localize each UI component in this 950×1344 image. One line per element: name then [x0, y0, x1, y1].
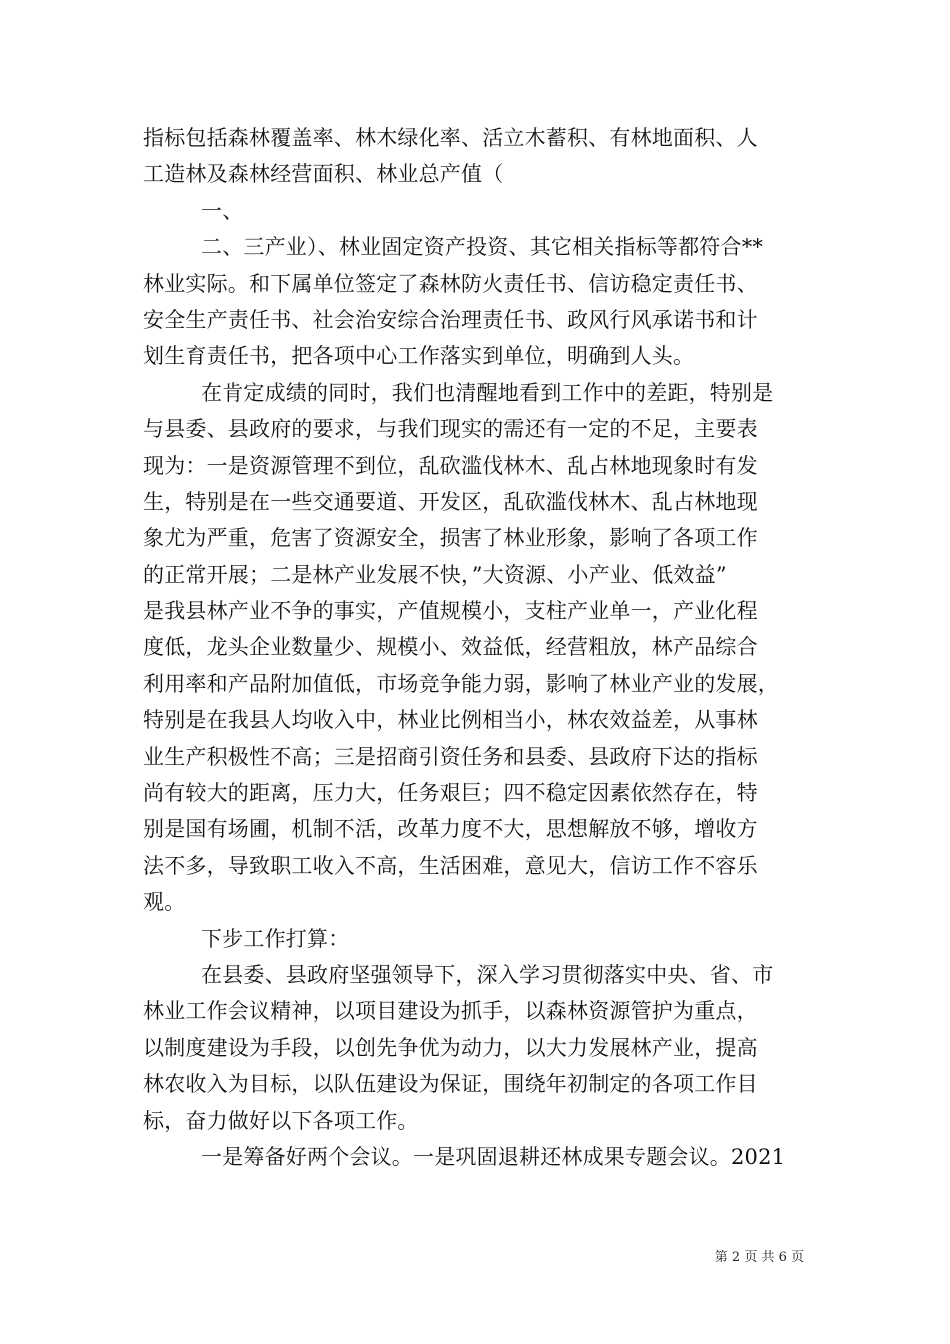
text-line: 观。 [143, 890, 186, 915]
text-line: 业生产积极性不高；三是招商引资任务和县委、县政府下达的指标 [143, 744, 758, 769]
text-line: 在县委、县政府坚强领导下，深入学习贯彻落实中央、省、市 [201, 962, 774, 987]
text-line: 林业实际。和下属单位签定了森林防火责任书、信访稳定责任书、 [143, 271, 758, 296]
page-number-footer: 第 2 页 共 6 页 [714, 1250, 804, 1265]
text-line: 工造林及森林经营面积、林业总产值（ [143, 162, 504, 187]
text-line: 法不多，导致职工收入不高，生活困难，意见大，信访工作不容乐 [143, 853, 758, 878]
text-line: 二、三产业）、林业固定资产投资、其它相关指标等都符合** [201, 235, 764, 260]
text-line: 一是筹备好两个会议。一是巩固退耕还林成果专题会议。2021 [201, 1144, 786, 1169]
text-line: 指标包括森林覆盖率、林木绿化率、活立木蓄积、有林地面积、人 [143, 126, 758, 150]
text-line: 的正常开展；二是林产业发展不快，”大资源、小产业、低效益” [143, 562, 727, 587]
text-line: 度低，龙头企业数量少、规模小、效益低，经营粗放，林产品综合 [143, 635, 758, 660]
text-line: 与县委、县政府的要求，与我们现实的需还有一定的不足，主要表 [143, 417, 758, 442]
text-line: 划生育责任书，把各项中心工作落实到单位，明确到人头。 [143, 344, 695, 369]
text-line: 林农收入为目标，以队伍建设为保证，围绕年初制定的各项工作目 [143, 1072, 758, 1097]
document-body [143, 120, 815, 1175]
text-line: 是我县林产业不争的事实，产值规模小，支柱产业单一，产业化程 [143, 599, 758, 624]
text-line: 尚有较大的距离，压力大，任务艰巨；四不稳定因素依然存在，特 [143, 781, 758, 806]
text-line: 生，特别是在一些交通要道、开发区，乱砍滥伐林木、乱占林地现 [143, 489, 758, 514]
text-line: 特别是在我县人均收入中，林业比例相当小，林农效益差，从事林 [143, 708, 758, 733]
text-line: 林业工作会议精神，以项目建设为抓手，以森林资源管护为重点， [143, 999, 758, 1024]
text-line: 利用率和产品附加值低，市场竞争能力弱，影响了林业产业的发展， [143, 671, 779, 696]
text-line: 标，奋力做好以下各项工作。 [143, 1108, 419, 1133]
text-line: 在肯定成绩的同时，我们也清醒地看到工作中的差距，特别是 [201, 380, 774, 405]
text-line: 下步工作打算： [201, 926, 350, 951]
text-line: 一、 [201, 198, 244, 223]
text-line: 别是国有场圃，机制不活，改革力度不大，思想解放不够，增收方 [143, 817, 758, 842]
text-line: 现为：一是资源管理不到位，乱砍滥伐林木、乱占林地现象时有发 [143, 453, 758, 478]
text-line: 安全生产责任书、社会治安综合治理责任书、政风行风承诺书和计 [143, 307, 758, 332]
text-line: 象尤为严重，危害了资源安全，损害了林业形象，影响了各项工作 [143, 526, 758, 551]
text-line: 以制度建设为手段，以创先争优为动力，以大力发展林产业，提高 [143, 1035, 758, 1060]
